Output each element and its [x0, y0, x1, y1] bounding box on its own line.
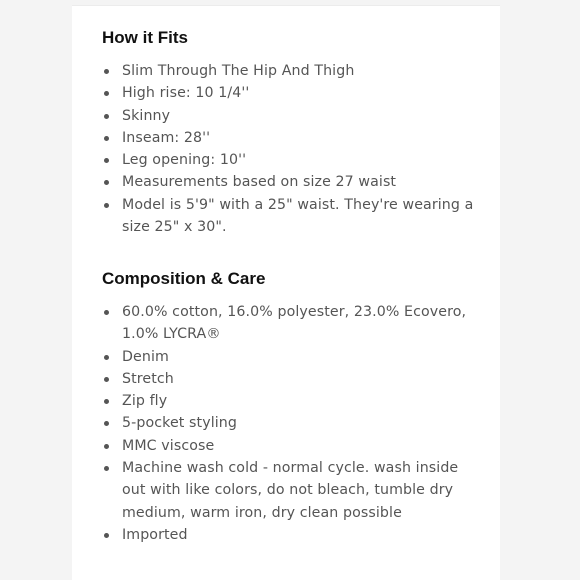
bullet-icon — [104, 158, 109, 163]
fit-list-item — [102, 60, 482, 82]
fit-item-text: Inseam: 28'' — [122, 129, 211, 146]
composition-care-list — [102, 301, 482, 546]
product-details-card — [72, 5, 500, 580]
care-list-item — [102, 368, 482, 390]
bullet-icon — [104, 114, 109, 119]
care-item-text: Imported — [122, 526, 188, 543]
care-list-item — [102, 435, 482, 457]
bullet-icon — [104, 355, 109, 360]
composition-care-section — [102, 269, 482, 546]
care-item-text: 60.0% cotton, 16.0% polyester, 23.0% Ecovero, 1.0% LYCRA® — [122, 304, 467, 343]
care-item-text: Denim — [122, 348, 169, 365]
composition-care-title: Composition & Care — [102, 269, 266, 288]
fit-item-text: Slim Through The Hip And Thigh — [122, 63, 355, 79]
care-list-item — [102, 457, 482, 524]
fit-item-text: Skinny — [122, 107, 171, 124]
care-item-text: Zip fly — [122, 393, 168, 410]
bullet-icon — [104, 377, 109, 382]
bullet-icon — [104, 136, 109, 141]
bullet-icon — [104, 203, 109, 208]
bullet-icon — [104, 91, 109, 96]
care-list-item — [102, 390, 482, 412]
bullet-icon — [104, 69, 109, 74]
care-item-text: Machine wash cold - normal cycle. wash inside out with like colors, do not bleach, tumble dry medium, warm iron, dry clean possible — [122, 460, 459, 521]
fit-item-text: Measurements based on size 27 waist — [122, 174, 397, 191]
care-list-item — [102, 524, 482, 546]
bullet-icon — [104, 399, 109, 404]
bullet-icon — [104, 180, 109, 185]
how-it-fits-title: How it Fits — [102, 28, 188, 47]
fit-list-item — [102, 127, 482, 149]
fit-item-text: High rise: 10 1/4'' — [122, 85, 250, 102]
fit-item-text: Model is 5'9" with a 25" waist. They're wearing a size 25" x 30". — [122, 196, 474, 236]
care-list-item — [102, 346, 482, 368]
care-list-item — [102, 301, 482, 346]
bullet-icon — [104, 310, 109, 315]
bullet-icon — [104, 421, 109, 426]
fit-list-item — [102, 149, 482, 171]
care-list-item — [102, 412, 482, 434]
fit-list-item — [102, 82, 482, 104]
fit-list-item — [102, 105, 482, 127]
fit-list-item — [102, 194, 482, 239]
care-item-text: MMC viscose — [122, 437, 215, 454]
fit-item-text: Leg opening: 10'' — [122, 152, 247, 169]
how-it-fits-section — [102, 28, 482, 238]
how-it-fits-list — [102, 60, 482, 238]
bullet-icon — [104, 444, 109, 449]
bullet-icon — [104, 533, 109, 538]
bullet-icon — [104, 466, 109, 471]
care-item-text: 5-pocket styling — [122, 415, 237, 432]
fit-list-item — [102, 171, 482, 193]
care-item-text: Stretch — [122, 370, 174, 387]
